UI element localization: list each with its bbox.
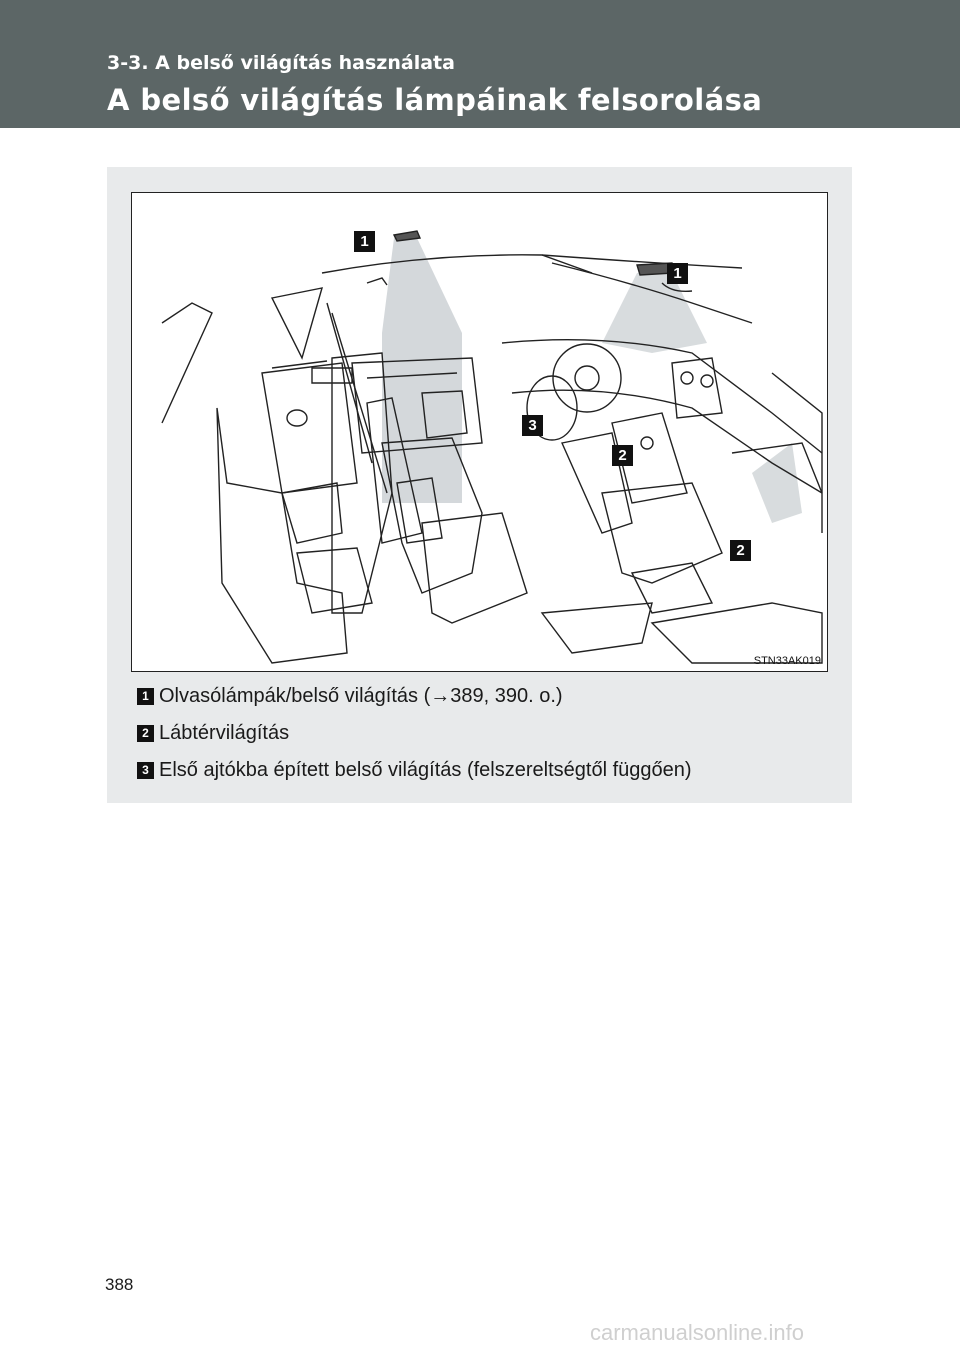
car-interior-figure — [131, 192, 828, 672]
page-title: A belső világítás lámpáinak felsorolása — [107, 83, 763, 117]
legend-number: 3 — [137, 762, 154, 779]
section-header — [0, 0, 960, 128]
figure-code: STN33AK019 — [753, 655, 821, 667]
legend — [137, 681, 837, 792]
legend-text: Lábtérvilágítás — [159, 722, 290, 744]
section-subtitle: 3-3. A belső világítás használata — [107, 52, 455, 74]
callout-1-rear: 1 — [354, 231, 375, 252]
legend-text: Első ajtókba épített belső világítás (felszereltségtől függően) — [159, 759, 692, 781]
legend-item — [137, 681, 837, 718]
callout-1-front: 1 — [667, 263, 688, 284]
illustration-panel — [107, 167, 852, 803]
legend-number: 2 — [137, 725, 154, 742]
watermark: carmanualsonline.info — [590, 1320, 805, 1345]
page-number: 388 — [105, 1275, 134, 1294]
callout-2-center: 2 — [612, 445, 633, 466]
legend-item — [137, 755, 837, 792]
legend-number: 1 — [137, 688, 154, 705]
callout-3-door: 3 — [522, 415, 543, 436]
legend-item — [137, 718, 837, 755]
car-interior-illustration — [132, 193, 827, 671]
legend-text: Olvasólámpák/belső világítás (→389, 390. o.) — [159, 685, 563, 707]
callout-2-right: 2 — [730, 540, 751, 561]
